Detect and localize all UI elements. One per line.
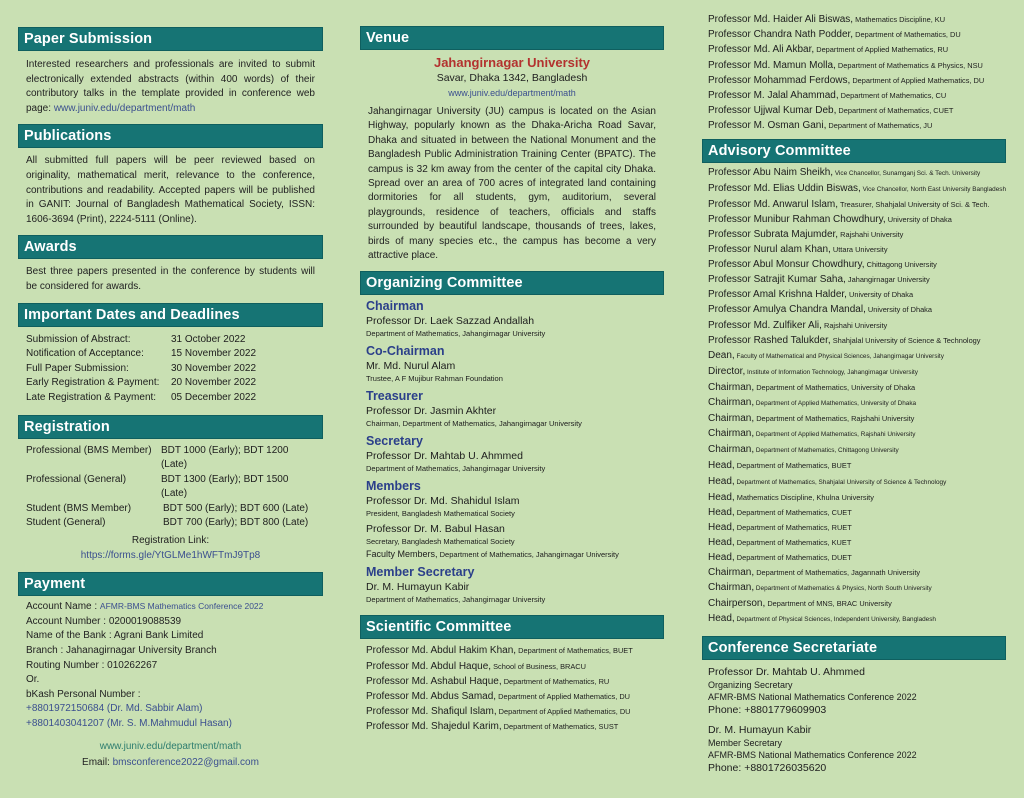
dates-header: Important Dates and Deadlines (18, 303, 323, 327)
list-item: Professor Md. Shajedul Karim, Department of Mathematics, SUST (366, 721, 619, 733)
scientific-committee-list (360, 643, 664, 734)
or-text: Or. (26, 674, 40, 686)
awards-header: Awards (18, 235, 323, 259)
date-row: Submission of Abstract: 31 October 2022 (26, 333, 246, 345)
member-affiliation: President, Bangladesh Mathematical Society (366, 509, 515, 519)
paper-submission-text: Interested researchers and professionals are invited to submit electronically extended abstracts (within 400 words) of their contributory talks in the template provided in conference web page: www.juniv.edu/department/math (26, 59, 315, 114)
branch: Branch : Jahanagirnagar University Branch (26, 645, 217, 657)
account-name: Account Name : AFMR-BMS Mathematics Conference 2022 (26, 601, 264, 613)
list-item: Professor Md. Elias Uddin Biswas, Vice Chancellor, North East University Bangladesh (708, 182, 1007, 194)
advisory-committee-list (702, 165, 1006, 628)
left-panel (18, 0, 323, 771)
list-item: Chairman, Department of Applied Mathematics, Rajshahi University (708, 428, 916, 440)
middle-panel (360, 0, 664, 735)
organizing-committee-header: Organizing Committee (360, 271, 664, 295)
list-item: Dean, Faculty of Mathematical and Physical Sciences, Jahangirnagar University (708, 349, 944, 361)
list-item: Chairman, Department of Mathematics, University of Dhaka (708, 381, 916, 393)
fee-row: Student (BMS Member) BDT 500 (Early); BDT 600 (Late) (26, 502, 309, 514)
list-item: Chairman, Department of Mathematics, Rajshahi University (708, 413, 915, 425)
registration-link[interactable]: https://forms.gle/YtGLMe1hWFTmJ9Tp8 (80, 549, 261, 561)
contact-phone: Phone: +8801726035620 (708, 762, 827, 775)
role-label: Secretary (366, 434, 423, 449)
member-name: Professor Dr. Mahtab U. Ahmmed (366, 450, 523, 463)
contact-role: Member Secretary (708, 738, 783, 749)
venue-address: Savar, Dhaka 1342, Bangladesh (436, 72, 588, 84)
list-item: Professor Nurul alam Khan, Uttara University (708, 244, 888, 256)
list-item: Professor Chandra Nath Podder, Department of Mathematics, DU (708, 29, 961, 41)
venue-link[interactable]: www.juniv.edu/department/math (448, 88, 576, 98)
member-affiliation: Department of Mathematics, Jahangirnagar University (366, 329, 546, 339)
publications-text: All submitted full papers will be peer reviewed based on originality, mathematical merit, relevance to the conference, contributions and readability. Accepted papers will be published in GANIT: Journal of Bangladesh Mathematical Society, ISSN: 1606-3694 (Print), 2224-5111 (Online). (26, 155, 315, 225)
list-item: Head, Department of Mathematics, RUET (708, 521, 852, 533)
member-affiliation: Department of Mathematics, Jahangirnagar University (366, 464, 546, 474)
registration-link-label: Registration Link: (131, 535, 210, 547)
list-item: Professor Md. Mamun Molla, Department of Mathematics & Physics, NSU (708, 59, 983, 71)
list-item: Professor Satrajit Kumar Saha, Jahangirnagar University (708, 274, 930, 286)
contact-card (702, 665, 1006, 717)
member-affiliation: Trustee, A F Mujibur Rahman Foundation (366, 374, 503, 384)
list-item: Professor Md. Ali Akbar, Department of Applied Mathematics, RU (708, 44, 949, 56)
list-item: Head, Department of Mathematics, BUET (708, 460, 852, 472)
list-item: Professor Rashed Talukder, Shahjalal University of Science & Technology (708, 334, 981, 346)
role-label: Members (366, 479, 421, 494)
list-item: Chairperson, Department of MNS, BRAC University (708, 598, 892, 610)
fee-row: Student (General) BDT 700 (Early); BDT 800 (Late) (26, 517, 309, 529)
list-item: Professor Md. Anwarul Islam, Treasurer, Shahjalal University of Sci. & Tech. (708, 198, 990, 210)
contact-name: Professor Dr. Mahtab U. Ahmmed (708, 666, 865, 679)
bkash-number: +8801972150684 (Dr. Md. Sabbir Alam) (26, 703, 203, 715)
list-item: Professor Abu Naim Sheikh, Vice Chancellor, Sunamganj Sci. & Tech. University (708, 166, 981, 178)
faculty-members: Faculty Members, Department of Mathematics, Jahangirnagar University (366, 549, 619, 560)
bank-name: Name of the Bank : Agrani Bank Limited (26, 630, 204, 642)
venue-name: Jahangirnagar University (433, 55, 591, 70)
list-item: Chairman, Department of Mathematics & Physics, North South University (708, 582, 932, 594)
registration-fees (18, 444, 323, 532)
registration-header: Registration (18, 415, 323, 439)
role-label: Co-Chairman (366, 344, 445, 359)
list-item: Professor Md. Haider Ali Biswas, Mathematics Discipline, KU (708, 14, 946, 25)
scientific-committee-header: Scientific Committee (360, 615, 664, 639)
fee-row: Professional (General) BDT 1300 (Early); BDT 1500 (Late) (26, 473, 289, 500)
member-name: Professor Dr. Md. Shahidul Islam (366, 495, 520, 508)
scientific-committee-continued (702, 12, 1006, 134)
member-affiliation: Chairman, Department of Mathematics, Jahangirnagar University (366, 419, 582, 429)
fee-row: Professional (BMS Member) BDT 1000 (Early); BDT 1200 (Late) (26, 444, 289, 471)
routing-number: Routing Number : 010262267 (26, 659, 158, 671)
dates-list (18, 333, 323, 406)
date-row: Notification of Acceptance: 15 November 2022 (26, 348, 257, 360)
venue-description: Jahangirnagar University (JU) campus is located on the Asian Highway, popularly known as the Dhaka-Aricha Road Savar, Dhaka and situated in between the National Monument and the Bangladesh Public Administration Training Center (BPATC). The campus is 32 km away from the center of the capital city Dhaka. Spread over an area of 700 acres of integrated land containing dormitories for all students, gym, auditorium, several playgrounds, residence of teachers, officials and staffs surrounded by beautiful landscape, thousands of trees, lakes, birds of many species etc., the campus has become a very attractive place. (368, 106, 656, 262)
bkash-label: bKash Personal Number : (26, 688, 141, 700)
contact-role: Organizing Secretary (708, 680, 793, 691)
member-name: Dr. M. Humayun Kabir (366, 581, 470, 594)
list-item: Professor Ujjwal Kumar Deb, Department of Mathematics, CUET (708, 105, 954, 117)
venue-header: Venue (360, 26, 664, 50)
role-label: Treasurer (366, 389, 423, 404)
contact-card (702, 723, 1006, 775)
list-item: Head, Department of Mathematics, Shahjalal University of Science & Technology (708, 475, 947, 487)
list-item: Professor Mohammad Ferdows, Department of Applied Mathematics, DU (708, 74, 985, 86)
list-item: Professor M. Jalal Ahammad, Department of Mathematics, CU (708, 90, 947, 102)
list-item: Professor Md. Ashabul Haque, Department of Mathematics, RU (366, 675, 610, 687)
contact-phone: Phone: +8801779609903 (708, 704, 827, 717)
list-item: Head, Department of Physical Sciences, Independent University, Bangladesh (708, 613, 936, 625)
right-panel (702, 0, 1006, 775)
list-item: Professor Md. Shafiqul Islam, Department of Applied Mathematics, DU (366, 706, 631, 718)
list-item: Professor Md. Abdus Samad, Department of Applied Mathematics, DU (366, 691, 630, 703)
awards-text: Best three papers presented in the conference by students will be considered for awards. (26, 266, 315, 292)
list-item: Director, Institute of Information Technology, Jahangirnagar University (708, 365, 918, 377)
list-item: Professor Md. Zulfiker Ali, Rajshahi University (708, 319, 888, 331)
list-item: Head, Mathematics Discipline, Khulna University (708, 491, 874, 503)
list-item: Head, Department of Mathematics, CUET (708, 506, 852, 518)
list-item: Professor Md. Abdul Hakim Khan, Department of Mathematics, BUET (366, 645, 633, 657)
member-affiliation: Department of Mathematics, Jahangirnagar University (366, 595, 546, 605)
payment-details (18, 599, 323, 731)
list-item: Head, Department of Mathematics, DUET (708, 551, 852, 563)
email-link[interactable]: bmsconference2022@gmail.com (112, 757, 259, 769)
role-label: Chairman (366, 299, 424, 314)
list-item: Chairman, Department of Mathematics, Chittagong University (708, 444, 899, 456)
date-row: Late Registration & Payment: 05 December 2022 (26, 391, 257, 403)
list-item: Professor Subrata Majumder, Rajshahi University (708, 229, 904, 240)
member-name: Professor Dr. Jasmin Akhter (366, 405, 497, 418)
publications-header: Publications (18, 124, 323, 148)
list-item: Chairman, Department of Applied Mathematics, University of Dhaka (708, 397, 917, 409)
date-row: Early Registration & Payment: 20 November 2022 (26, 377, 257, 389)
bkash-number: +8801403041207 (Mr. S. M.Mahmudul Hasan) (26, 718, 232, 729)
list-item: Chairman, Department of Mathematics, Jagannath University (708, 567, 921, 579)
advisory-committee-header: Advisory Committee (702, 139, 1006, 163)
contact-name: Dr. M. Humayun Kabir (708, 724, 812, 737)
list-item: Professor Amal Krishna Halder, University of Dhaka (708, 289, 914, 301)
contact-org: AFMR-BMS National Mathematics Conference 2022 (708, 750, 917, 761)
member-affiliation: Secretary, Bangladesh Mathematical Society (366, 537, 515, 547)
email-line: Email: bmsconference2022@gmail.com (82, 757, 259, 769)
secretariate-header: Conference Secretariate (702, 636, 1006, 660)
secretariate-contacts (702, 665, 1006, 775)
role-label: Member Secretary (366, 565, 475, 580)
paper-submission-header: Paper Submission (18, 27, 323, 51)
website-link[interactable]: www.juniv.edu/department/math (53, 102, 196, 114)
payment-header: Payment (18, 572, 323, 596)
list-item: Professor Munibur Rahman Chowdhury, University of Dhaka (708, 213, 952, 225)
account-number: Account Number : 0200019088539 (26, 615, 182, 627)
list-item: Professor Amulya Chandra Mandal, University of Dhaka (708, 304, 932, 316)
date-row: Full Paper Submission: 30 November 2022 (26, 362, 257, 374)
organizing-committee (360, 298, 664, 605)
member-name: Mr. Md. Nurul Alam (366, 360, 456, 373)
contact-org: AFMR-BMS National Mathematics Conference 2022 (708, 692, 917, 703)
list-item: Professor M. Osman Gani, Department of Mathematics, JU (708, 120, 933, 132)
list-item: Professor Md. Abdul Haque, School of Business, BRACU (366, 660, 586, 672)
website-link[interactable]: www.juniv.edu/department/math (99, 740, 242, 752)
list-item: Professor Abul Monsur Chowdhury, Chittagong University (708, 259, 937, 271)
member-name: Professor Dr. Laek Sazzad Andallah (366, 315, 535, 328)
list-item: Head, Department of Mathematics, KUET (708, 536, 852, 548)
member-name: Professor Dr. M. Babul Hasan (366, 523, 505, 536)
